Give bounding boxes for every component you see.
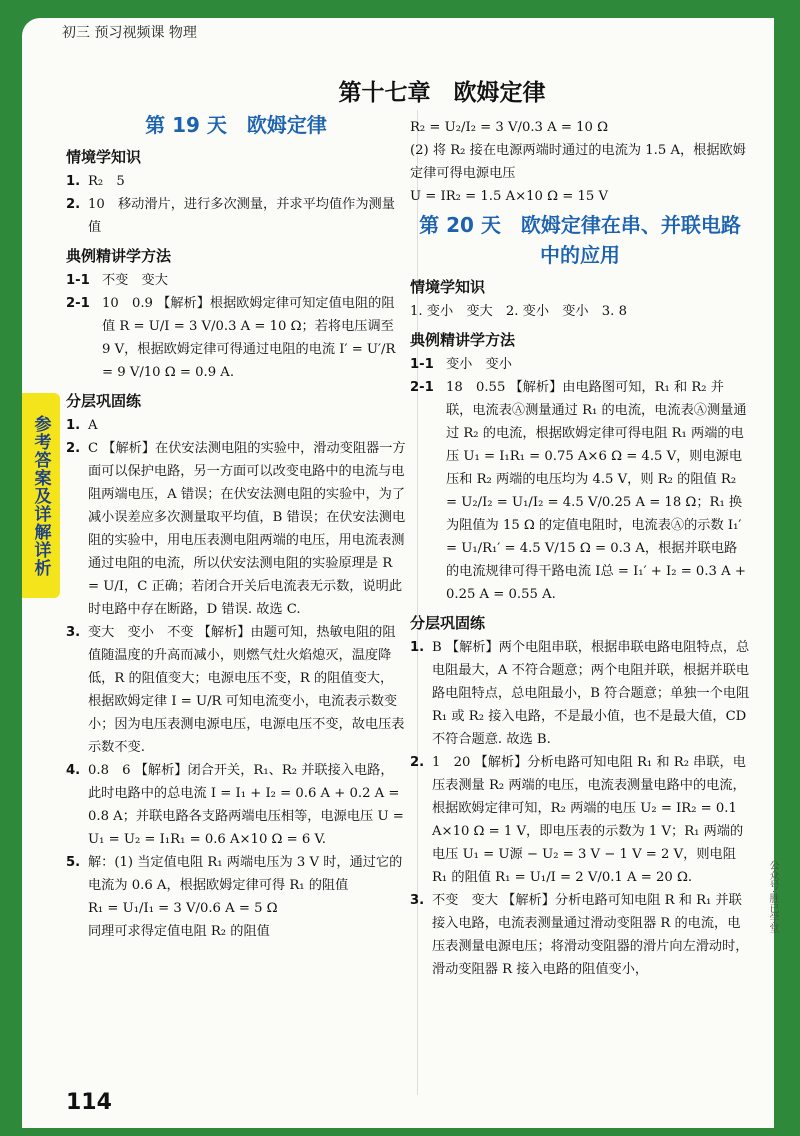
section-heading: 情境学知识 — [410, 278, 486, 296]
watermark-stamp: 公众号·胜已学堂 — [767, 860, 778, 934]
answer-item: 1. R₂ 5 — [66, 174, 125, 189]
day20-title: 第 20 天 欧姆定律在串、并联电路中的应用 — [419, 213, 741, 267]
chapter-title: 第十七章 欧姆定律 — [338, 80, 546, 106]
answer-item: 1-1 不变 变大 — [66, 273, 168, 288]
answer-item: 2-1 10 0.9 【解析】根据欧姆定律可知定值电阻的阻值 R = U/I = 3 V/0.3 A = 10 Ω；若将电压调至 9 V，根据欧姆定律可得通过电阻的电流 I′ = U′/R = 9 V/10 Ω = 0.9 A. — [66, 296, 396, 380]
text-line: U = IR₂ = 1.5 A×10 Ω = 15 V — [410, 189, 608, 204]
formula-line: R₁ = U₁/I₁ = 3 V/0.6 A = 5 Ω — [88, 901, 278, 916]
section-heading: 典例精讲学方法 — [410, 331, 516, 349]
answer-item: 2. 10 移动滑片，进行多次测量，并求平均值作为测量值 — [66, 197, 395, 235]
answer-item: 1. A — [66, 418, 98, 433]
left-column — [66, 108, 406, 943]
section-heading: 分层巩固练 — [410, 614, 486, 632]
text-line: (2) 将 R₂ 接在电源两端时通过的电流为 1.5 A，根据欧姆定律可得电源电压 — [410, 143, 746, 181]
answer-line: 1. 变小 变大 2. 变小 变小 3. 8 — [410, 304, 627, 319]
day19-title: 第 19 天 欧姆定律 — [145, 113, 327, 137]
text-line: 同理可求得定值电阻 R₂ 的阻值 — [88, 924, 270, 939]
answer-item: 2-1 18 0.55 【解析】由电路图可知，R₁ 和 R₂ 并联，电流表Ⓐ测量通过 R₁ 的电流，电流表Ⓐ测量通过 R₂ 的电流，根据欧姆定律可得电阻 R₁ 两端的电压 U₁ = I₁R₁ = 0.75 A×6 Ω = 4.5 V，则电源电压和 R₂ 两端的电压均为 4.5 V，则 R₂ 的阻值 R₂ = U₂/I₂ = U₁/I₂ = 4.5 V/0.25 A = 18 Ω；R₁ 换为阻值为 15 Ω 的定值电阻时，电流表Ⓐ的示数 I₁′ = U₁/R₁′ = 4.5 V/15 Ω = 0.3 A，根据并联电路的电流规律可得干路电流 I总 = I₁′ + I₂ = 0.3 A + 0.25 A = 0.55 A. — [410, 380, 747, 602]
section-heading: 分层巩固练 — [66, 392, 142, 410]
formula-line: R₂ = U₂/I₂ = 3 V/0.3 A = 10 Ω — [410, 120, 608, 135]
side-tab: 参考答案及详解详析 — [22, 393, 60, 598]
page-number: 114 — [66, 1090, 112, 1115]
section-heading: 典例精讲学方法 — [66, 247, 172, 265]
answer-item: 5. 解：(1) 当定值电阻 R₁ 两端电压为 3 V 时，通过它的电流为 0.6 A，根据欧姆定律可得 R₁ 的阻值 — [66, 855, 403, 893]
answer-item: 1-1 变小 变小 — [410, 357, 512, 372]
answer-item: 1. B 【解析】两个电阻串联，根据串联电路电阻特点，总电阻最大，A 不符合题意；两个电阻并联，根据并联电路电阻特点，总电阻最小，B 符合题意；单独一个电阻 R₁ 或 R₂ 接入电路，不是最小值，也不是最大值，CD 不符合题意. 故选 B. — [410, 640, 750, 747]
answer-item: 2. 1 20 【解析】分析电路可知电阻 R₁ 和 R₂ 串联，电压表测量 R₂ 两端的电压，电流表测量电路中的电流，根据欧姆定律可知，R₂ 两端的电压 U₂ = IR₂ = 0.1 A×10 Ω = 1 V，即电压表的示数为 1 V；R₁ 两端的电压 U₁ = U源 − U₂ = 3 V − 1 V = 2 V，则电阻 R₁ 的阻值 R₁ = U₁/I = 2 V/0.1 A = 20 Ω. — [410, 755, 746, 885]
answer-item: 3. 变大 变小 不变 【解析】由题可知，热敏电阻的阻值随温度的升高而减小，则燃气灶火焰熄灭，温度降低，R 的阻值变大；电源电压不变，R 的阻值变大，根据欧姆定律 I = U/R 可知电流变小，电流表示数变小；因为电压表测电源电压，电源电压不变，故电压表示数不变. — [66, 625, 405, 755]
book-header: 初三 预习视频课 物理 — [62, 25, 197, 41]
section-heading: 情境学知识 — [66, 148, 142, 166]
answer-item: 4. 0.8 6 【解析】闭合开关，R₁、R₂ 并联接入电路，此时电路中的总电流 I = I₁ + I₂ = 0.6 A + 0.2 A = 0.8 A；并联电路各支路两端电压相等，电源电压 U = U₁ = U₂ = I₁R₁ = 0.6 A×10 Ω = 6 V. — [66, 763, 404, 847]
answer-item: 3. 不变 变大 【解析】分析电路可知电阻 R 和 R₁ 并联接入电路，电流表测量通过滑动变阻器 R 的电流，电压表测量电源电压；将滑动变阻器的滑片向左滑动时，滑动变阻器 R 接入电路的阻值变小， — [410, 893, 749, 977]
right-column — [410, 116, 750, 981]
answer-item: 2. C 【解析】在伏安法测电阻的实验中，滑动变阻器一方面可以保护电路，另一方面可以改变电路中的电流与电阻两端电压，A 错误；在伏安法测电阻的实验中，为了减小误差应多次测量取平均值，B 错误；在伏安法测电阻的实验中，用电压表测电阻两端的电压，用电流表测通过电阻的电流，所以伏安法测电阻的实验原理是 R = U/I，C 正确；若闭合开关后电流表无示数，说明此时电路中存在断路，D 错误. 故选 C. — [66, 441, 406, 617]
paper-sheet — [22, 18, 774, 1128]
